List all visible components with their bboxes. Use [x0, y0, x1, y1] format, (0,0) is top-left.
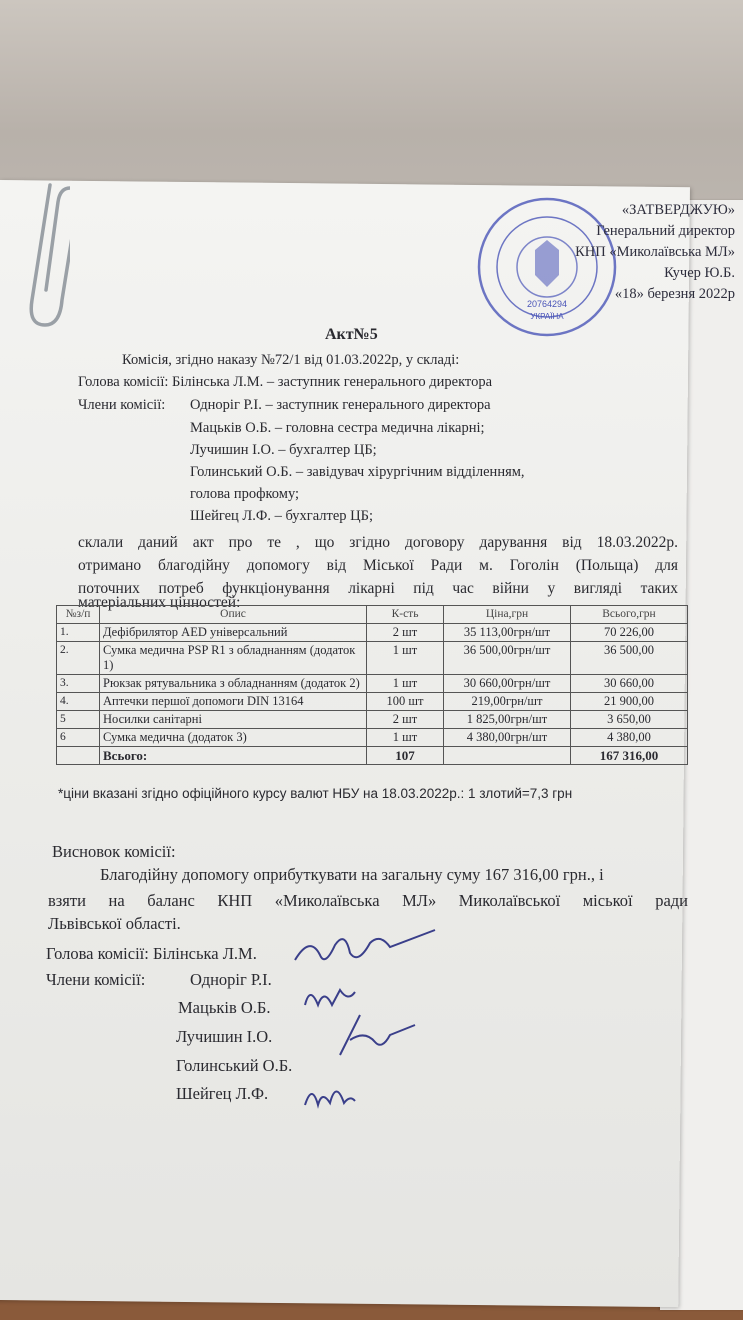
- approval-position: Генеральний директор: [596, 223, 735, 239]
- approval-organization: КНП «Миколаївська МЛ»: [575, 244, 735, 260]
- header-quantity: К-сть: [367, 606, 444, 624]
- table-row: [57, 624, 688, 642]
- table-row: [57, 711, 688, 729]
- stamp-country: УКРАЇНА: [530, 312, 564, 321]
- row-total: 3 650,00: [571, 711, 688, 729]
- total-quantity: 107: [367, 747, 444, 765]
- member-line-6: Шейгец Л.Ф. – бухгалтер ЦБ;: [190, 508, 373, 524]
- member-3-signature: [330, 1010, 420, 1060]
- approval-date: «18» березня 2022р: [614, 286, 735, 302]
- table-row: [57, 693, 688, 711]
- row-description: Аптечки першої допомоги DIN 13164: [100, 693, 367, 711]
- exchange-rate-note: *ціни вказані згідно офіційного курсу валют НБУ на 18.03.2022р.: 1 злотий=7,3 грн: [58, 786, 573, 801]
- total-sum: 167 316,00: [571, 747, 688, 765]
- approval-block: [575, 200, 735, 305]
- signature-head: Голова комісії: Білінська Л.М.: [46, 944, 257, 963]
- document-title: Акт№5: [325, 326, 378, 343]
- conclusion-line-1: Благодійну допомогу оприбуткувати на загальну суму 167 316,00 грн., і: [100, 865, 604, 884]
- header-price: Ціна,грн: [444, 606, 571, 624]
- row-description: Сумка медична PSP R1 з обладнанням (додаток 1): [100, 642, 367, 675]
- signature-member-4: Голинський О.Б.: [176, 1056, 293, 1075]
- row-number: 5: [57, 711, 100, 729]
- row-description: Сумка медична (додаток 3): [100, 729, 367, 747]
- paperclip-icon: [20, 180, 70, 330]
- row-quantity: 1 шт: [367, 642, 444, 675]
- row-description: Рюкзак рятувальника з обладнанням (додаток 2): [100, 675, 367, 693]
- member-line-1: Одноріг Р.І. – заступник генерального директора: [190, 397, 491, 413]
- member-line-3: Лучишин І.О. – бухгалтер ЦБ;: [190, 442, 377, 458]
- row-number: 2.: [57, 642, 100, 675]
- table-row: [57, 642, 688, 675]
- row-price: 4 380,00грн/шт: [444, 729, 571, 747]
- signature-member-1: Одноріг Р.І.: [190, 970, 272, 989]
- approval-heading: «ЗАТВЕРДЖУЮ»: [621, 202, 735, 218]
- row-description: Носилки санітарні: [100, 711, 367, 729]
- row-quantity: 2 шт: [367, 711, 444, 729]
- row-price: 35 113,00грн/шт: [444, 624, 571, 642]
- conclusion-line-3: Львівської області.: [48, 914, 181, 933]
- table-row: [57, 675, 688, 693]
- members-label: Члени комісії:: [78, 397, 166, 413]
- member-line-5: голова профкому;: [190, 486, 300, 502]
- row-price: 30 660,00грн/шт: [444, 675, 571, 693]
- body-line-3: поточних потреб функціонування лікарні під час війни у вигляді таких: [78, 580, 678, 597]
- stamp-code: 20764294: [526, 299, 568, 309]
- row-quantity: 1 шт: [367, 675, 444, 693]
- commission-intro: Комісія, згідно наказу №72/1 від 01.03.2022р, у складі:: [122, 352, 460, 368]
- member-5-signature: [300, 1075, 360, 1115]
- signature-member-5: Шейгец Л.Ф.: [176, 1084, 269, 1103]
- table-row: [57, 729, 688, 747]
- total-empty-price: [444, 747, 571, 765]
- body-line-1: склали даний акт про те , що згідно договору дарування від 18.03.2022р.: [78, 534, 678, 551]
- approval-name: Кучер Ю.Б.: [664, 265, 735, 281]
- row-number: 6: [57, 729, 100, 747]
- table-header-row: [57, 606, 688, 624]
- conclusion-heading: Висновок комісії:: [52, 842, 176, 861]
- row-price: 219,00грн/шт: [444, 693, 571, 711]
- commission-head: Голова комісії: Білінська Л.М. – заступник генерального директора: [78, 374, 493, 390]
- row-total: 30 660,00: [571, 675, 688, 693]
- table-total-row: [57, 747, 688, 765]
- row-quantity: 2 шт: [367, 624, 444, 642]
- row-description: Дефібрилятор AED універсальний: [100, 624, 367, 642]
- conclusion-line-2: взяти на баланс КНП «Миколаївська МЛ» Миколаївської міської ради: [48, 891, 688, 910]
- signature-members-label: Члени комісії:: [46, 970, 146, 989]
- member-line-2: Мацьків О.Б. – головна сестра медична лікарні;: [190, 420, 485, 436]
- total-label: Всього:: [100, 747, 367, 765]
- body-line-4: матеріальних цінностей:: [78, 594, 241, 611]
- signature-member-3: Лучишин І.О.: [176, 1027, 273, 1046]
- row-number: 4.: [57, 693, 100, 711]
- signature-member-2: Мацьків О.Б.: [178, 998, 271, 1017]
- row-total: 70 226,00: [571, 624, 688, 642]
- header-description: Опис: [100, 606, 367, 624]
- member-line-4: Голинський О.Б. – завідувач хірургічним відділенням,: [190, 464, 525, 480]
- row-quantity: 1 шт: [367, 729, 444, 747]
- row-number: 3.: [57, 675, 100, 693]
- head-signature: [290, 925, 440, 975]
- row-quantity: 100 шт: [367, 693, 444, 711]
- row-total: 4 380,00: [571, 729, 688, 747]
- row-price: 1 825,00грн/шт: [444, 711, 571, 729]
- header-total: Всього,грн: [571, 606, 688, 624]
- total-empty-cell: [57, 747, 100, 765]
- row-total: 21 900,00: [571, 693, 688, 711]
- row-total: 36 500,00: [571, 642, 688, 675]
- row-price: 36 500,00грн/шт: [444, 642, 571, 675]
- goods-table: [56, 605, 688, 765]
- header-number: №з/п: [57, 606, 100, 624]
- body-line-2: отримано благодійну допомогу від Міської Ради м. Гоголін (Польща) для: [78, 557, 678, 574]
- row-number: 1.: [57, 624, 100, 642]
